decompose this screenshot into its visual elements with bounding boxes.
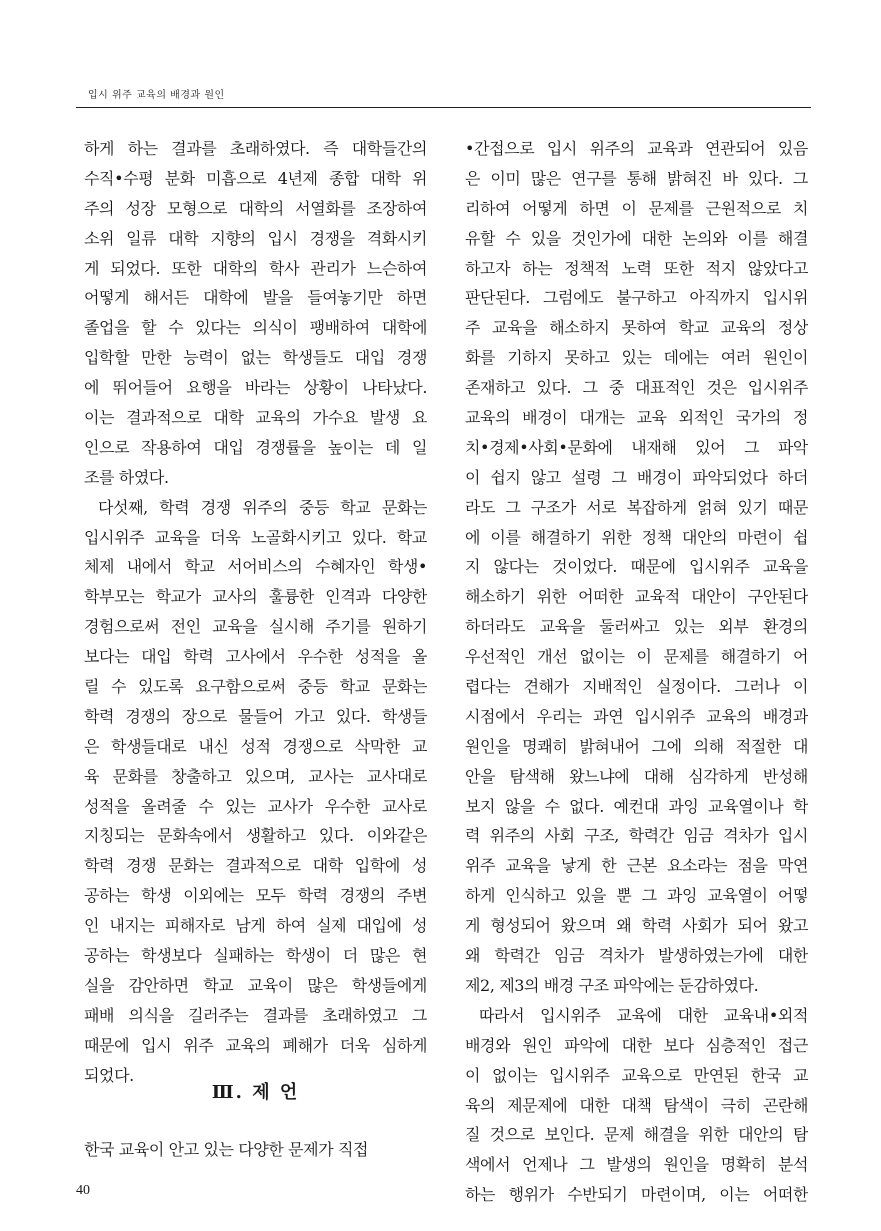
text-line: 성적을 올려줄 수 있는 교사가 우수한 교사로 [84, 796, 427, 816]
text-line: 력 위주의 사회 구조, 학력간 임금 격차가 입시 [465, 826, 808, 846]
text-line: 라도 그 구조가 서로 복잡하게 얽혀 있기 때문 [465, 497, 808, 517]
text-line: 경험으로써 전인 교육을 실시해 주기를 원하기 [84, 617, 427, 637]
text-line: 지칭되는 문화속에서 생활하고 있다. 이와같은 [84, 826, 427, 846]
text-line: 게 되었다. 또한 대학의 학사 관리가 느슨하여 [84, 258, 427, 278]
text-line: 은 학생들대로 내신 성적 경쟁으로 삭막한 교 [84, 736, 427, 756]
text-line: 수직•수평 분화 미흡으로 4년제 종합 대학 위 [84, 168, 427, 188]
text-line: 소위 일류 대학 지향의 입시 경쟁을 격화시키 [84, 228, 427, 248]
text-line: 보지 않을 수 없다. 예컨대 과잉 교육열이나 학 [465, 796, 808, 816]
page-number: 40 [76, 1183, 90, 1198]
text-line: 하고자 하는 정책적 노력 또한 적지 않았다고 [465, 258, 808, 278]
text-line: 하더라도 교육을 둘러싸고 있는 외부 환경의 [465, 617, 808, 637]
text-line: 존재하고 있다. 그 중 대표적인 것은 입시위주 [465, 378, 808, 398]
text-line: 따라서 입시위주 교육에 대한 교육내•외적 [479, 1005, 808, 1025]
text-line: 되었다. [84, 1065, 134, 1085]
text-line: 에 이를 해결하기 위한 정책 대안의 마련이 쉽 [465, 527, 808, 547]
text-line: 하는 행위가 수반되기 마련이며, 이는 어떠한 [465, 1185, 808, 1205]
right-column [465, 134, 808, 1210]
text-line: 하게 하는 결과를 초래하였다. 즉 대학들간의 [84, 139, 427, 158]
text-line: 해소하기 위한 어떠한 교육적 대안이 구안된다 [465, 587, 808, 607]
text-line: 공하는 학생 이외에는 모두 학력 경쟁의 주변 [84, 886, 427, 906]
left-column-tail: 한국 교육이 안고 있는 다양한 문제가 직접 [84, 1140, 369, 1159]
section-heading: Ⅲ. 제 언 [211, 1082, 300, 1103]
text-line: •간접으로 입시 위주의 교육과 연관되어 있음 [465, 139, 808, 158]
text-line: 패배 의식을 길러주는 결과를 초래하였고 그 [84, 1005, 427, 1025]
text-line: 질 것으로 보인다. 문제 해결을 위한 대안의 탐 [465, 1125, 808, 1145]
text-line: 학부모는 학교가 교사의 훌륭한 인격과 다양한 [84, 587, 427, 607]
text-line: 체제 내에서 학교 서어비스의 수혜자인 학생• [84, 557, 427, 577]
text-line: 판단된다. 그럼에도 불구하고 아직까지 입시위 [465, 288, 808, 308]
text-line: 이 쉽지 않고 설령 그 배경이 파악되었다 하더 [465, 467, 808, 487]
text-line: 교육의 배경이 대개는 교육 외적인 국가의 정 [465, 408, 808, 428]
text-line: 때문에 입시 위주 교육의 폐해가 더욱 심하게 [84, 1035, 427, 1055]
text-line: 조를 하였다. [84, 467, 169, 487]
text-line: 시점에서 우리는 과연 입시위주 교육의 배경과 [465, 706, 808, 726]
text-line: 육의 제문제에 대한 대책 탐색이 극히 곤란해 [465, 1095, 808, 1115]
text-line: 육 문화를 창출하고 있으며, 교사는 교사대로 [84, 766, 427, 786]
text-line: 입학할 만한 능력이 없는 학생들도 대입 경쟁 [84, 348, 427, 368]
text-line: 하게 인식하고 있을 뿐 그 과잉 교육열이 어떻 [465, 886, 808, 906]
header-rule [76, 107, 811, 108]
text-line: 배경와 원인 파악에 대한 보다 심층적인 접근 [465, 1035, 808, 1055]
text-line: 색에서 언제나 그 발생의 원인을 명확히 분석 [465, 1155, 808, 1175]
text-line: 보다는 대입 학력 고사에서 우수한 성적을 올 [84, 647, 427, 667]
running-head: 입시 위주 교육의 배경과 원인 [88, 90, 225, 101]
text-line: 안을 탐색해 왔느냐에 대해 심각하게 반성해 [465, 766, 808, 786]
left-column [84, 134, 427, 1091]
text-line: 리하여 어떻게 하면 이 문제를 근원적으로 치 [465, 198, 808, 218]
text-line: 위주 교육을 낳게 한 근본 요소라는 점을 막연 [465, 856, 808, 876]
text-line: 치•경제•사회•문화에 내재해 있어 그 파악 [465, 437, 808, 457]
text-line: 제2, 제3의 배경 구조 파악에는 둔감하였다. [465, 975, 759, 995]
text-line: 실을 감안하면 학교 교육이 많은 학생들에게 [84, 975, 427, 995]
text-line: 어떻게 해서든 대학에 발을 들여놓기만 하면 [84, 288, 427, 308]
text-line: 화를 기하지 못하고 있는 데에는 여러 원인이 [465, 348, 808, 368]
text-line: 이는 결과적으로 대학 교육의 가수요 발생 요 [84, 408, 427, 428]
text-line: 은 이미 많은 연구를 통해 밝혀진 바 있다. 그 [465, 168, 808, 188]
text-line: 인 내지는 피해자로 남게 하여 실제 대입에 성 [84, 916, 427, 936]
text-line: 다섯째, 학력 경쟁 위주의 중등 학교 문화는 [98, 497, 427, 517]
text-line: 인으로 작용하여 대입 경쟁률을 높이는 데 일 [84, 437, 427, 457]
text-line: 학력 경쟁의 장으로 물들어 가고 있다. 학생들 [84, 706, 427, 726]
text-line: 주의 성장 모형으로 대학의 서열화를 조장하여 [84, 198, 427, 218]
text-line: 주 교육을 해소하지 못하여 학교 교육의 정상 [465, 318, 808, 338]
text-line: 에 뛰어들어 요행을 바라는 상황이 나타났다. [84, 378, 427, 398]
text-line: 학력 경쟁 문화는 결과적으로 대학 입학에 성 [84, 856, 427, 876]
text-line: 이 없이는 입시위주 교육으로 만연된 한국 교 [465, 1065, 808, 1085]
text-line: 렵다는 견해가 지배적인 실정이다. 그러나 이 [465, 677, 808, 697]
text-line: 입시위주 교육을 더욱 노골화시키고 있다. 학교 [84, 527, 427, 547]
text-line: 릴 수 있도록 요구함으로써 중등 학교 문화는 [84, 677, 427, 697]
text-line: 공하는 학생보다 실패하는 학생이 더 많은 현 [84, 946, 427, 966]
text-line: 게 형성되어 왔으며 왜 학력 사회가 되어 왔고 [465, 916, 808, 936]
text-line: 졸업을 할 수 있다는 의식이 팽배하여 대학에 [84, 318, 427, 338]
text-line: 유할 수 있을 것인가에 대한 논의와 이를 해결 [465, 228, 808, 248]
text-line: 지 않다는 것이었다. 때문에 입시위주 교육을 [465, 557, 808, 577]
text-line: 왜 학력간 임금 격차가 발생하였는가에 대한 [465, 946, 808, 966]
text-line: 원인을 명쾌히 밝혀내어 그에 의해 적절한 대 [465, 736, 808, 756]
text-line: 우선적인 개선 없이는 이 문제를 해결하기 어 [465, 647, 808, 667]
